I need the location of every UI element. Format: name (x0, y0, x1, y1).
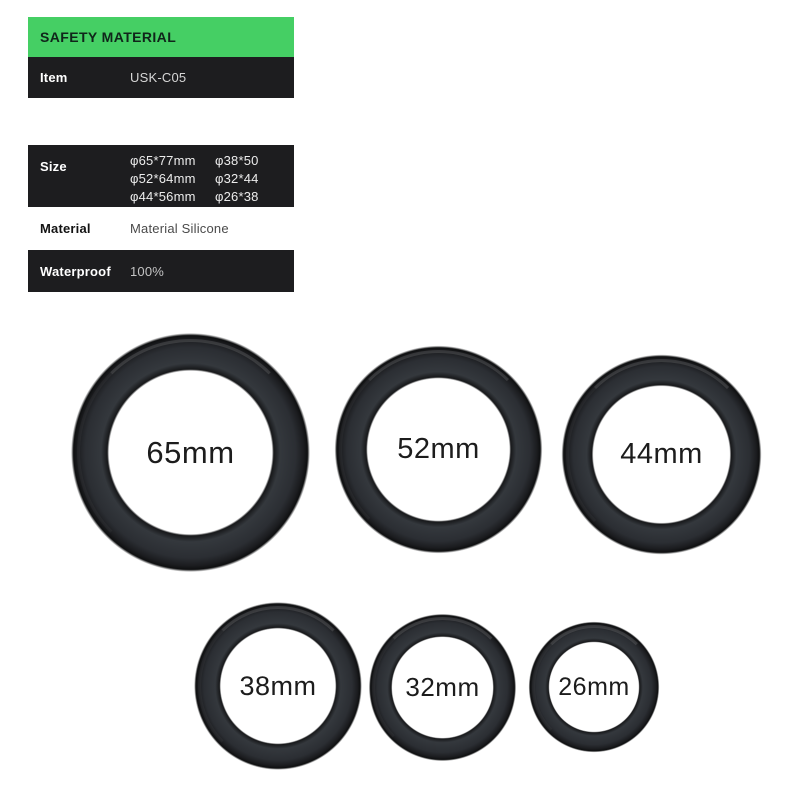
ring-size-label: 32mm (405, 672, 480, 702)
size-line (130, 152, 259, 170)
size-value: φ65*77mm (130, 153, 196, 168)
ring-size-label: 65mm (146, 434, 235, 470)
spec-table (28, 17, 294, 292)
table-gap (28, 98, 294, 145)
item-row (28, 57, 294, 98)
ring-65mm (68, 330, 313, 575)
size-value: φ26*38 (215, 189, 259, 204)
ring-26mm (527, 620, 661, 754)
material-row (28, 207, 294, 250)
material-label: Material (40, 221, 91, 236)
ring-38mm (192, 600, 364, 772)
size-value: φ38*50 (215, 153, 259, 168)
waterproof-label: Waterproof (40, 263, 111, 279)
item-value: USK-C05 (130, 70, 187, 85)
size-label: Size (40, 159, 67, 174)
size-value: φ52*64mm (130, 171, 196, 186)
ring-size-label: 44mm (620, 438, 703, 470)
ring-44mm (559, 352, 764, 557)
size-values (130, 145, 259, 206)
ring-32mm (367, 612, 518, 763)
waterproof-value: 100% (130, 263, 165, 279)
table-header-title: SAFETY MATERIAL (40, 29, 177, 45)
size-line (130, 188, 259, 206)
size-row (28, 145, 294, 207)
waterproof-row (28, 250, 294, 292)
size-value: φ44*56mm (130, 189, 196, 204)
material-value: Material Silicone (130, 221, 229, 236)
ring-52mm (332, 343, 545, 556)
ring-size-label: 38mm (239, 670, 317, 701)
table-header (28, 17, 294, 57)
ring-size-label: 26mm (558, 672, 630, 701)
ring-size-label: 52mm (397, 433, 480, 465)
size-value: φ32*44 (215, 171, 259, 186)
size-line (130, 170, 259, 188)
item-label: Item (40, 70, 68, 85)
